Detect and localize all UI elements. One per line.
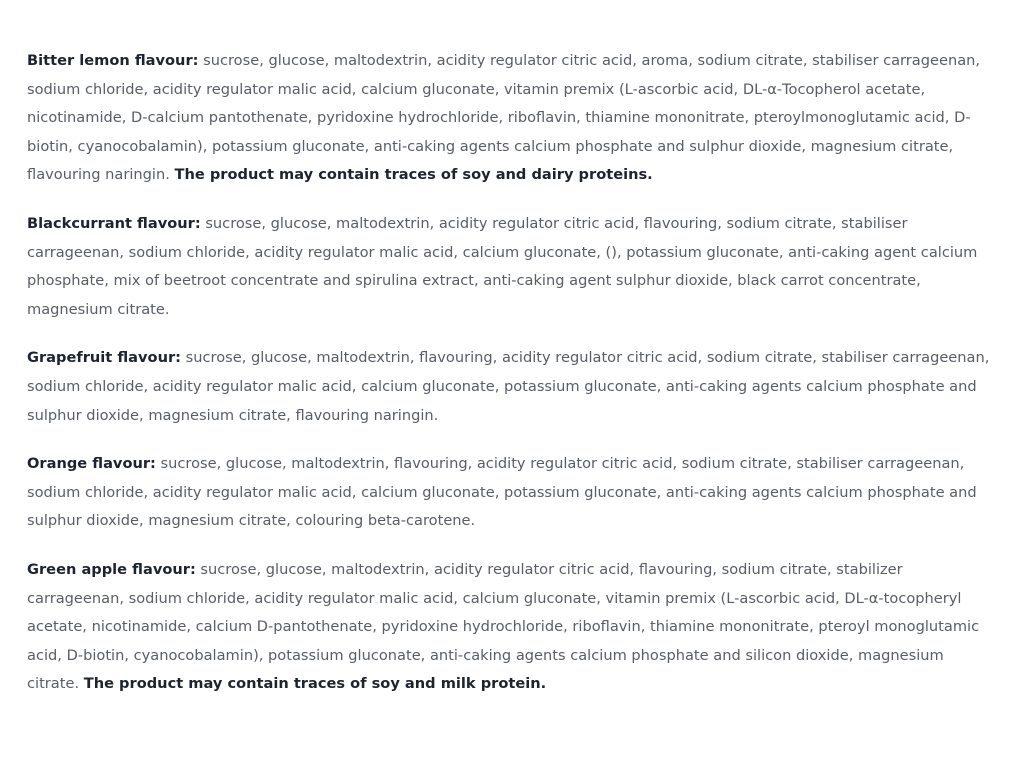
ingredients-list [27, 47, 995, 719]
flavour-ingredients: sucrose, glucose, maltodextrin, flavouring, acidity regulator citric acid, sodium citrate, stabiliser carrageenan, sodium chloride, acidity regulator malic acid, calcium gluconate, potassium gluconate, anti-caking agents calcium phosphate and sulphur dioxide, magnesium citrate, colouring beta-carotene. [27, 455, 977, 530]
flavour-name: Orange flavour: [27, 455, 156, 473]
allergen-note: The product may contain traces of soy and milk protein. [83, 675, 547, 693]
flavour-name: Blackcurrant flavour: [27, 214, 201, 232]
flavour-green-apple [27, 556, 995, 699]
flavour-name: Bitter lemon flavour: [27, 52, 199, 69]
flavour-ingredients: sucrose, glucose, maltodextrin, acidity regulator citric acid, flavouring, sodium citrate, stabiliser carrageenan, sodium chloride, acidity regulator malic acid, calcium gluconate, (), potassium gluconate, anti-caking agent calcium phosphate, mix of beetroot concentrate and spirulina extract, anti-caking agent sulphur dioxide, black carrot concentrate, magnesium citrate. [27, 214, 978, 318]
flavour-ingredients: sucrose, glucose, maltodextrin, acidity regulator citric acid, flavouring, sodium citrate, stabilizer carrageenan, sodium chloride, acidity regulator malic acid, calcium gluconate, vitamin premix (L-ascorbic acid, DL-α-tocopheryl acetate, nicotinamide, calcium D-pantothenate, pyridoxine hydrochloride, riboflavin, thiamine mononitrate, pteroyl monoglutamic acid, D-biotin, cyanocobalamin), potassium gluconate, anti-caking agents calcium phosphate and silicon dioxide, magnesium citrate. [27, 560, 980, 693]
flavour-ingredients: sucrose, glucose, maltodextrin, acidity regulator citric acid, aroma, sodium citrate, stabiliser carrageenan, sodium chloride, acidity regulator malic acid, calcium gluconate, vitamin premix (L-ascorbic acid, DL-α-Tocopherol acetate, nicotinamide, D-calcium pantothenate, pyridoxine hydrochloride, riboflavin, thiamine mononitrate, pteroylmonoglutamic acid, D-biotin, cyanocobalamin), potassium gluconate, anti-caking agents calcium phosphate and sulphur dioxide, magnesium citrate, flavouring naringin. [27, 52, 981, 184]
flavour-ingredients: sucrose, glucose, maltodextrin, flavouring, acidity regulator citric acid, sodium citrate, stabiliser carrageenan, sodium chloride, acidity regulator malic acid, calcium gluconate, potassium gluconate, anti-caking agents calcium phosphate and sulphur dioxide, magnesium citrate, flavouring naringin. [27, 349, 990, 424]
flavour-blackcurrant [27, 210, 995, 324]
flavour-grapefruit [27, 344, 995, 430]
flavour-orange [27, 450, 995, 536]
flavour-bitter-lemon [27, 47, 995, 190]
allergen-note: The product may contain traces of soy and dairy proteins. [174, 166, 653, 184]
flavour-name: Grapefruit flavour: [27, 349, 181, 367]
flavour-name: Green apple flavour: [27, 560, 196, 578]
